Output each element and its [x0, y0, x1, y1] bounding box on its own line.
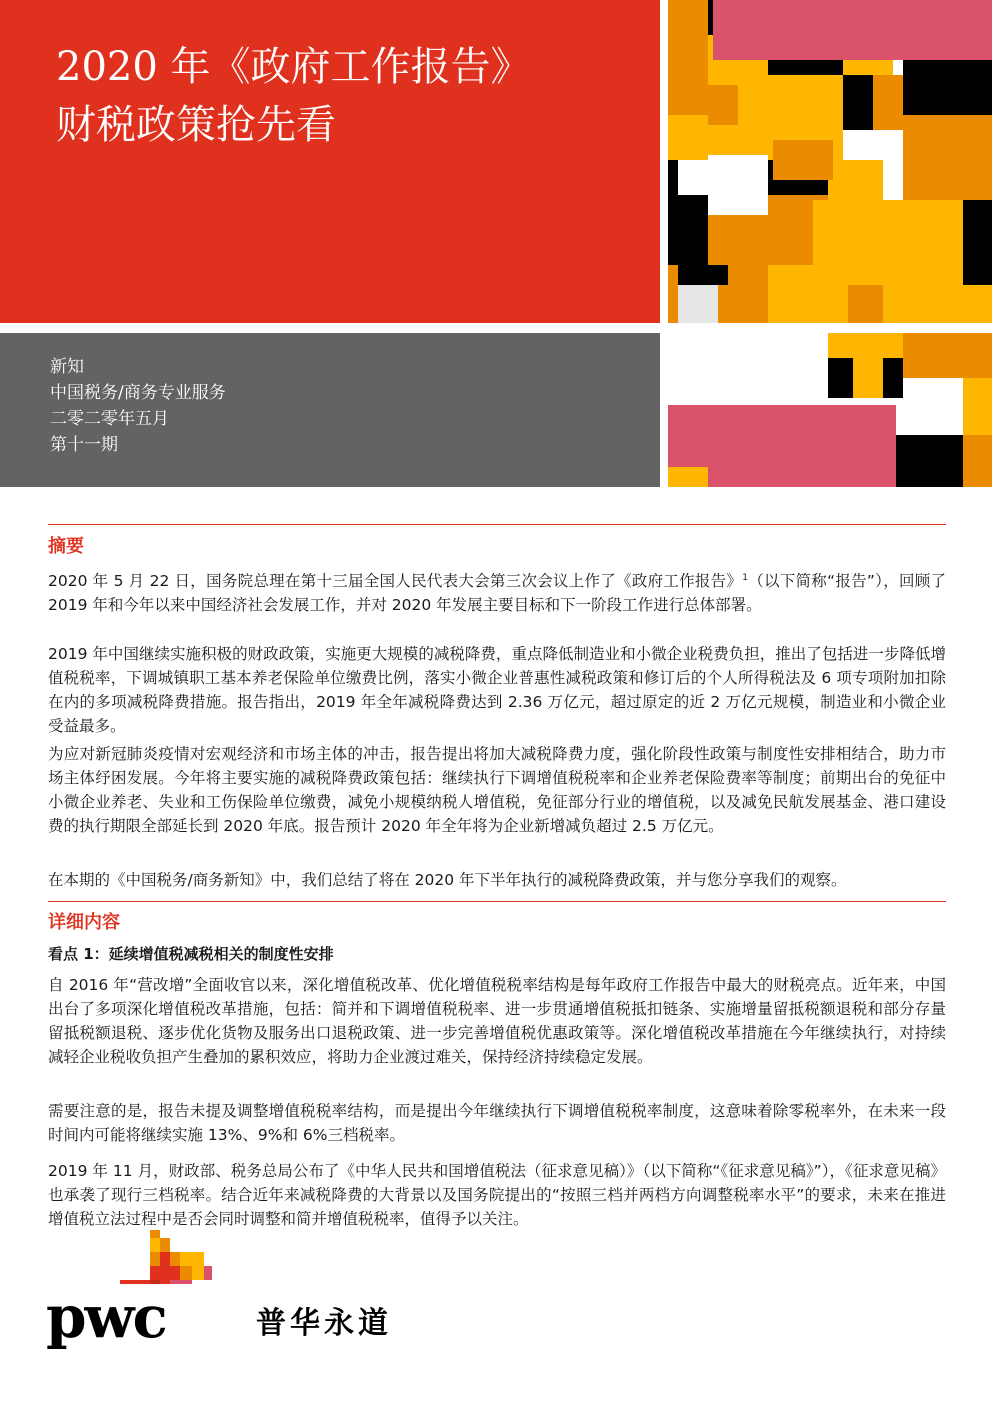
- logo-block: [150, 1252, 160, 1266]
- series-name: 新知: [50, 357, 84, 377]
- summary-paragraph-1-text: 2020 年 5 月 22 日，国务院总理在第十三届全国人民代表大会第三次会议上作了《政府工作报告》: [48, 572, 743, 591]
- details-paragraph-1: 自 2016 年“营改增”全面收官以来，深化增值税改革、优化增值税税率结构是每年政府工作报告中最大的财税亮点。近年来，中国出台了多项深化增值税改革措施，包括：简并和下调增值税税率、进一步贯通增值税抵扣链条、实施增量留抵税额退税和部分存量留抵税额退税、逐步优化货物及服务出口退税政策、进一步完善增值税优惠政策等。深化增值税改革措施在今年继续执行，对持续减轻企业税收负担产生叠加的累积效应，将助力企业渡过难关，保持经济持续稳定发展。: [48, 976, 946, 1066]
- mosaic-tile: [668, 265, 678, 323]
- mosaic-tile: [708, 467, 896, 487]
- mosaic-tile: [903, 333, 992, 378]
- logo-block: [204, 1266, 212, 1280]
- mosaic-tile: [963, 200, 992, 285]
- summary-paragraph-2: 2019 年中国继续实施积极的财政政策，实施更大规模的减税降费，重点降低制造业和小微企业税费负担，推出了包括进一步降低增值税税率，下调城镇职工基本养老保险单位缴费比例，落实小微企业普惠性减税政策和修订后的个人所得税法及 6 项专项附加扣除在内的多项减税降费措施。报告指出，2019 年全年减税降费达到 2.36 万亿元，超过原定的近 2 万亿元规模，制造业和小微企业受益最多。: [48, 645, 946, 735]
- section-divider: [48, 901, 946, 902]
- logo-block: [180, 1252, 192, 1266]
- logo-block: [170, 1280, 192, 1284]
- logo-block: [170, 1266, 180, 1280]
- summary-paragraph-1-text-cont: （以下简称“报告”），回顾了 2019 年和今年以来中国经济社会发展工作，并对 2020 年发展主要目标和下一阶段工作进行总体部署。: [48, 572, 947, 615]
- mosaic-tile: [848, 285, 883, 323]
- details-heading: 详细内容: [48, 912, 120, 933]
- mosaic-tile: [713, 0, 992, 60]
- summary-paragraph-4: 在本期的《中国税务/商务新知》中，我们总结了将在 2020 年下半年执行的减税降费政策，并与您分享我们的观察。: [48, 871, 847, 889]
- mosaic-tile: [903, 115, 992, 200]
- pwc-wordmark: pwc: [46, 1283, 166, 1351]
- summary-heading: 摘要: [48, 536, 84, 557]
- mosaic-tile: [668, 115, 708, 160]
- report-title-line-2: 财税政策抢先看: [56, 102, 336, 148]
- logo-block: [160, 1252, 170, 1266]
- mosaic-tile: [708, 85, 738, 125]
- pwc-chinese-name: 普华永道: [256, 1306, 392, 1341]
- report-title-line-1: 2020 年《政府工作报告》: [56, 44, 531, 90]
- mosaic-tile: [668, 160, 678, 195]
- mosaic-tile: [668, 195, 708, 265]
- mosaic-tile: [678, 285, 718, 323]
- mosaic-tile: [668, 467, 708, 487]
- footnote-marker: 1: [742, 573, 748, 583]
- mosaic-tile: [708, 215, 768, 265]
- issue-number: 第十一期: [50, 435, 118, 455]
- details-paragraph-2: 需要注意的是，报告未提及调整增值税税率结构，而是提出今年继续执行下调增值税税率制度，这意味着除零税率外，在未来一段时间内可能将继续实施 13%、9%和 6%三档税率。: [48, 1102, 946, 1144]
- details-paragraph-3: 2019 年 11 月，财政部、税务总局公布了《中华人民共和国增值税法（征求意见稿）》（以下简称“《征求意见稿》”），《征求意见稿》也承袭了现行三档税率。结合近年来减税降费的大背景以及国务院提出的“按照三档并两档方向调整税率水平”的要求，未来在推进增值税立法过程中是否会同时调整和简并增值税税率，值得予以关注。: [48, 1162, 946, 1228]
- mosaic-tile: [873, 75, 903, 130]
- mosaic-tile: [813, 200, 963, 285]
- issue-info: [50, 354, 226, 458]
- logo-block: [150, 1238, 160, 1252]
- logo-block: [160, 1238, 170, 1252]
- highlight-1-heading: 看点 1：延续增值税减税相关的制度性安排: [48, 945, 334, 963]
- mosaic-tile: [718, 285, 768, 323]
- cover-hero: [0, 0, 660, 323]
- logo-block: [192, 1266, 204, 1280]
- logo-block: [160, 1266, 170, 1280]
- logo-block: [150, 1266, 160, 1280]
- mosaic-tile: [773, 140, 833, 180]
- mosaic-tile: [896, 435, 963, 487]
- logo-block: [170, 1252, 180, 1266]
- mosaic-tile: [828, 333, 903, 358]
- mosaic-tile: [843, 75, 873, 130]
- mosaic-tile: [668, 0, 708, 115]
- mosaic-tile: [853, 358, 883, 398]
- summary-paragraph-3: 为应对新冠肺炎疫情对宏观经济和市场主体的冲击，报告提出将加大减税降费力度，强化阶段性政策与制度性安排相结合，助力市场主体纾困发展。今年将主要实施的减税降费政策包括：继续执行下调增值税税率和企业养老保险费率等制度；前期出台的免征中小微企业养老、失业和工伤保险单位缴费，减免小规模纳税人增值税，免征部分行业的增值税，以及减免民航发展基金、港口建设费的执行期限全部延长到 2020 年底。报告预计 2020 年全年将为企业新增减负超过 2.5 万亿元。: [48, 745, 946, 835]
- mosaic-tile: [678, 265, 728, 285]
- issue-info-band: [0, 333, 660, 487]
- mosaic-tile: [903, 60, 992, 115]
- mosaic-tile: [963, 435, 992, 487]
- section-divider: [48, 524, 946, 525]
- service-line: 中国税务/商务专业服务: [50, 383, 226, 403]
- decorative-mosaic: [668, 0, 992, 487]
- report-title: [56, 38, 531, 154]
- issue-date: 二零二零年五月: [50, 409, 169, 429]
- logo-block: [192, 1252, 204, 1266]
- summary-paragraph-1: [48, 566, 946, 617]
- mosaic-tile: [883, 285, 992, 323]
- logo-block: [150, 1230, 160, 1238]
- mosaic-tile: [668, 405, 896, 467]
- mosaic-tile: [708, 160, 768, 215]
- mosaic-tile: [828, 358, 853, 398]
- logo-block: [180, 1266, 192, 1280]
- mosaic-tile: [883, 358, 903, 398]
- mosaic-tile: [963, 378, 992, 435]
